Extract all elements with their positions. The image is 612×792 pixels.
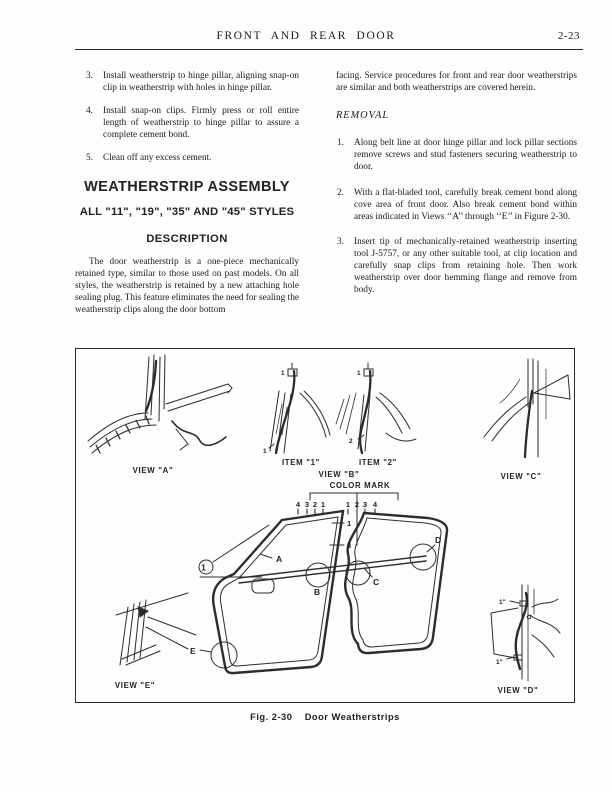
color-mark-number: 2 [312, 500, 318, 509]
list-item-number: 4. [86, 106, 93, 117]
view-c-sketch [484, 359, 570, 457]
section-title: WEATHERSTRIP ASSEMBLY [84, 178, 290, 195]
callout-d: D [435, 535, 442, 545]
color-mark-number: 3 [304, 500, 310, 509]
color-mark-number: 4 [372, 500, 378, 509]
item-2-top-mark: 1 [357, 370, 361, 377]
color-mark-number: 1 [320, 500, 326, 509]
list-item-text: Install snap-on clips. Firmly press or roll entire length of weatherstrip to hinge pillar to assure a complete cement bond. [103, 106, 299, 141]
door-weatherstrips-illustration [76, 349, 572, 699]
page-number: 2-23 [557, 30, 580, 42]
item-2-label: ITEM "2" [358, 458, 398, 467]
item-1-sketch [269, 363, 330, 453]
list-item-text: Along belt line at door hinge pillar and lock pillar sections remove screws and stud fasteners securing weatherstrip to door. [354, 138, 577, 173]
list-item-number: 3. [86, 71, 93, 81]
color-mark-number: 3 [362, 500, 368, 509]
list-item [86, 105, 299, 141]
view-e-label: VIEW "E" [114, 681, 156, 690]
color-mark-1: 1 [347, 519, 352, 528]
item-1-top-mark: 1 [281, 370, 285, 377]
callout-c: C [373, 577, 380, 587]
right-column [336, 70, 577, 309]
header-rule [75, 49, 583, 50]
view-c-label: VIEW "C" [500, 472, 542, 481]
callout-a: A [276, 554, 283, 564]
description-paragraph: The door weatherstrip is a one-piece mechanically retained type, similar to those used on past models. On all styles, the weatherstrip is retained by a new attaching hole sealing plug. This feature eliminates the need for sealing the weatherstrip clips along the door bottom [75, 256, 299, 316]
rear-door-outline [345, 513, 447, 653]
list-item [86, 152, 299, 164]
color-mark-number: 4 [295, 500, 301, 509]
figure-2-30 [75, 348, 575, 703]
callout-e: E [190, 646, 196, 656]
view-a-label: VIEW "A" [132, 466, 174, 475]
page-header-title: FRONT AND REAR DOOR [216, 30, 396, 42]
list-item [337, 236, 577, 296]
callout-b: B [314, 587, 321, 597]
item-2-sketch [336, 363, 416, 453]
list-item-number: 1. [337, 138, 344, 149]
view-e-sketch [116, 593, 196, 665]
list-item-text: With a flat-bladed tool, carefully break cement bond along cove area of front door. Also break cement bond within areas indicated in Views ‘‘A’’ through ‘‘E’’ in Figure 2-30. [354, 187, 577, 222]
list-item-number: 5. [86, 153, 93, 164]
color-mark-number: 1 [345, 500, 351, 509]
removal-heading: REMOVAL [336, 110, 390, 122]
list-item-text: Insert tip of mechanically-retained weatherstrip inserting tool J-5757, or any other suitable tool, at clip location and carefully snap clips from retaining hole. Then work weatherstrip over door hemming flange and remove from body. [354, 236, 577, 296]
callout-circled-1: 1 [201, 562, 206, 573]
list-item-text: Clean off any excess cement. [103, 153, 212, 164]
color-mark-number: 2 [354, 500, 360, 509]
list-item-number: 2. [337, 187, 344, 198]
view-d-bottom-mark: 1" [496, 659, 503, 666]
list-item-text: Install weatherstrip to hinge pillar, aligning snap-on clip in weatherstrip with holes in hinge pillar. [103, 71, 299, 94]
left-column [75, 70, 299, 316]
list-item [86, 70, 299, 94]
figure-caption: Fig. 2-30 Door Weatherstrips [250, 712, 400, 722]
view-a-sketch [88, 355, 232, 453]
list-item [337, 187, 577, 223]
section-subtitle: ALL "11", "19", "35" AND "45" STYLES [79, 205, 295, 218]
color-mark-label: COLOR MARK [329, 481, 391, 490]
list-item-number: 3. [337, 236, 344, 247]
item-2-bottom-mark: 2 [349, 438, 353, 445]
description-heading: DESCRIPTION [146, 232, 228, 245]
view-b-label: VIEW "B" [318, 470, 360, 479]
list-item [337, 137, 577, 173]
item-1-bottom-mark: 1 [263, 448, 267, 455]
view-d-label: VIEW "D" [497, 686, 539, 695]
view-d-top-mark: 1" [499, 599, 506, 606]
item-1-label: ITEM "1" [281, 458, 321, 467]
color-mark-3: 3 [347, 541, 352, 550]
continuation-paragraph: facing. Service procedures for front and rear door weatherstrips are similar and both weatherstrips are covered herein. [336, 71, 577, 94]
